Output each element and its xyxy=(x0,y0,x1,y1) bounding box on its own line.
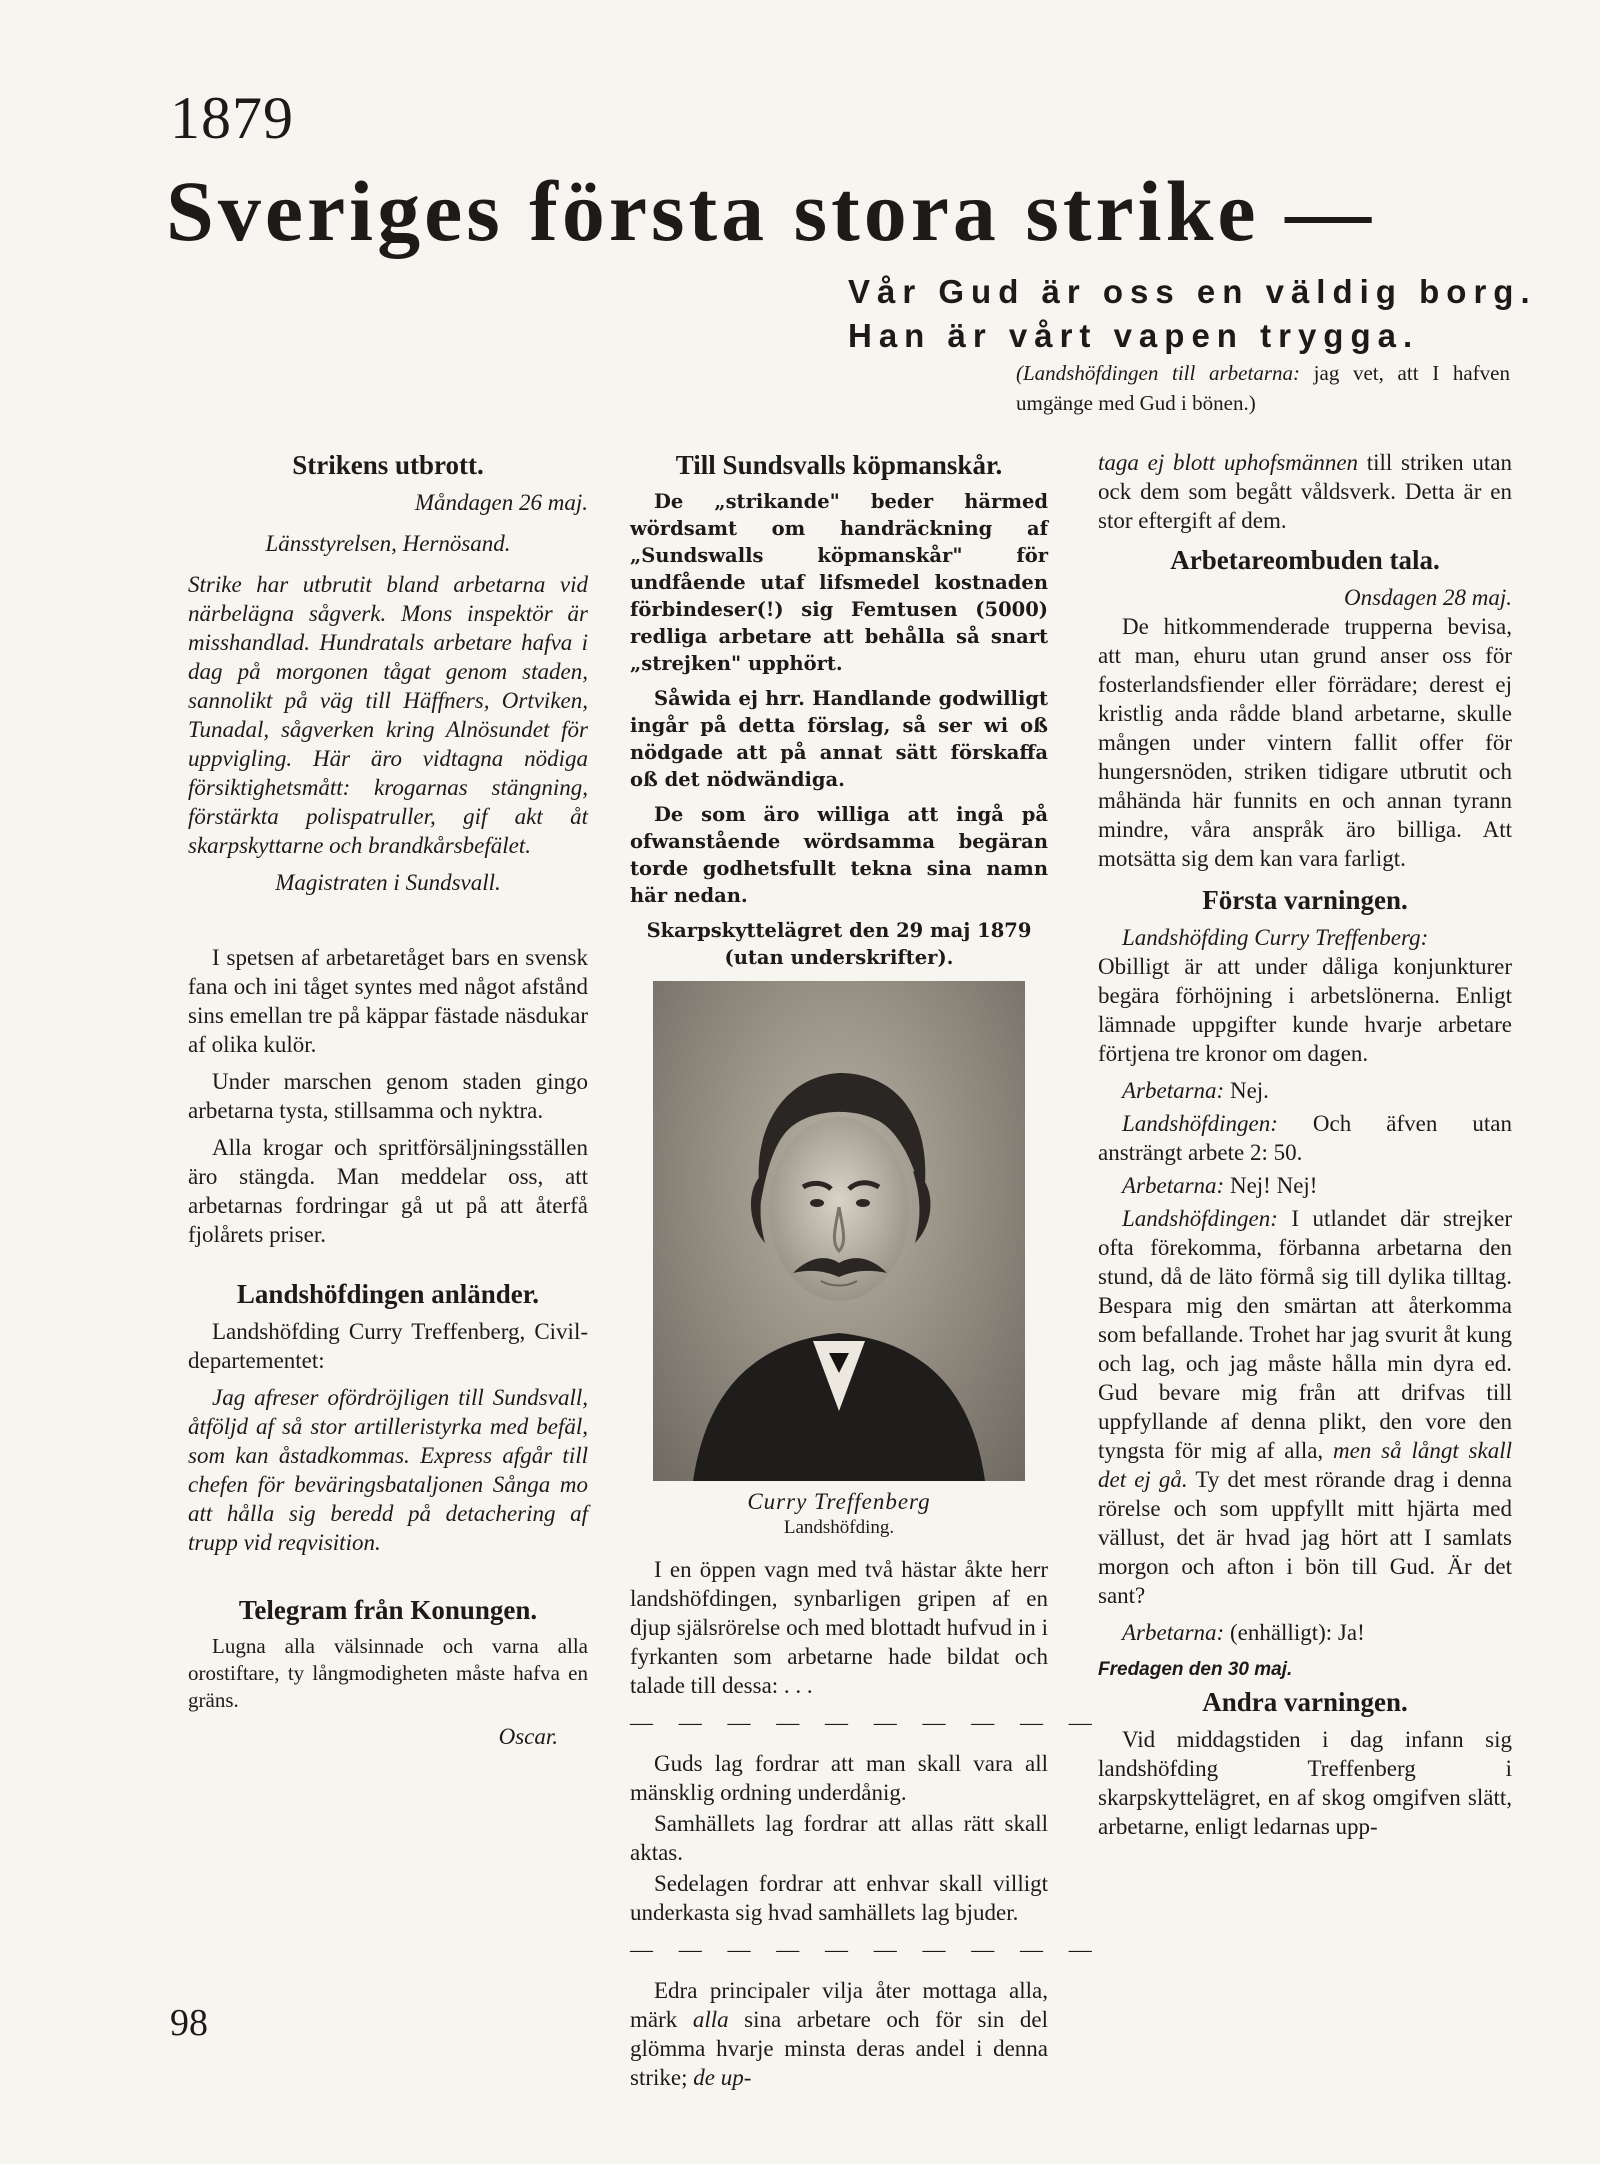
paragraph-middagstiden: Vid middagstiden i dag infann sig landshöfding Treffenberg i skarpskyttelägret, en af skog omgifven slätt, arbetarne, enligt ledarnas upp- xyxy=(1098,1727,1512,1839)
date-monday: Måndagen 26 maj. xyxy=(414,490,588,515)
speaker-arbetarna-1: Arbetarna: xyxy=(1122,1078,1225,1103)
paragraph-samhallets-lag: Samhällets lag fordrar att allas rätt skall aktas. xyxy=(630,1811,1048,1865)
paragraph-continuation xyxy=(1098,448,1512,535)
heading-andra-varningen: Andra varningen. xyxy=(1202,1687,1408,1717)
heading-telegram-konungen: Telegram från Konungen. xyxy=(238,1595,538,1625)
gothic-note: (utan underskrifter). xyxy=(724,946,954,969)
heading-landshofdingen-anlander: Landshöfdingen anländer. xyxy=(236,1279,540,1309)
heading-strikens-utbrott: Strikens utbrott. xyxy=(292,450,484,480)
speaker-landshofdingen-1: Landshöfdingen: xyxy=(1122,1111,1278,1136)
paragraph-taverns: Alla krogar och spritförsäljningsställen äro stängda. Man meddelar oss, att arbetarnas fordringar gå ut på att återfå fjolårets priser. xyxy=(188,1135,588,1247)
telegram-1-text: Strike har utbrutit bland arbetarna vid närbelägna sågverk. Mons inspektör är misshandlad. Hundratals arbetare hafva i dag på morgonen tågat genom staden, sannolikt på väg till Häffners, Ortviken, Tunadal, sågverken kring Alnösundet för uppvigling. Här äro vidtagna nödiga försiktighetsmått: krogarnas stängning, förstärkta polispatruller, gif akt åt skarpskyttarne och brandkårsbefälet. xyxy=(188,572,588,858)
principaler-emphasis: alla xyxy=(692,2007,729,2032)
continuation-rest: till striken utan ock dem som begått våldsverk. Detta är en stor eftergift af dem. xyxy=(1098,450,1512,533)
telegram-sender-2: Landshöfding Curry Treffenberg, Civil-departementet: xyxy=(188,1319,588,1373)
speech-3-end: Ty det mest rörande drag i denna rörelse och som uppfyllt mitt hjärta med vällust, det är hvad jag hört att I samlats morgon och afton i bön till Gud. Är det sant? xyxy=(1098,1467,1512,1608)
page-number: 98 xyxy=(170,2002,208,2044)
portrait-caption xyxy=(630,1489,1048,1541)
speech-3-emphasis: men så långt skall det ej gå. xyxy=(1098,1438,1512,1492)
date-wednesday: Onsdagen 28 maj. xyxy=(1343,585,1512,610)
heading-arbetareombuden: Arbetareombuden tala. xyxy=(1170,545,1440,575)
gothic-paragraph-3: De som äro williga att ingå på ofwanstående wördsamma begäran torde godhetsfullt tekna sina namn här nedan. xyxy=(630,803,1048,907)
heading-forsta-varningen: Första varningen. xyxy=(1202,885,1408,915)
paragraph-sedelagen: Sedelagen fordrar att enhvar skall villigt underkasta sig hvad samhällets lag bjuder. xyxy=(630,1871,1048,1925)
paragraph-ombuden: De hitkommenderade trupperna bevisa, att man, ehuru utan grund anser oss för fosterlandsfiender eller förrädare; derest ej kristlig anda rådde bland arbetarne, skulle mången under vintern fallit offer för hungersnöden, striken tidigare utbrutit och måhända här funnits en och annan tyrann mindre, våra anspråk äro billiga. Att motsätta sig dem kan vara farligt. xyxy=(1098,614,1512,871)
gothic-paragraph-2: Såwida ej hrr. Handlande godwilligt ingår på detta förslag, så ser wi oß nödgade att på annat sätt förskaffa oß det nödwändiga. xyxy=(630,687,1048,791)
principaler-end: de up- xyxy=(693,2065,752,2090)
speech-1: Obilligt är att under dåliga konjunkturer begära förhöjning i arbetslönerna. Enligt lämnade uppgifter kunde hvarje arbetare förtjena tre kronor om dagen. xyxy=(1098,954,1512,1066)
motto-line-1: Vår Gud är oss en väldig borg. xyxy=(848,273,1537,310)
reply-1-text: Nej. xyxy=(1224,1078,1269,1103)
paragraph-carriage: I en öppen vagn med två hästar åkte herr landshöfdingen, synbarligen gripen af en djup själsrörelse och med blottadt hufvud in i fyrkanten som arbetarne hade bildat och talade till dessa: . . . xyxy=(630,1557,1048,1698)
caption-title: Landshöfding. xyxy=(783,1517,895,1538)
speech-3 xyxy=(1098,1204,1512,1610)
speech-3-text: I utlandet där strejker ofta förekomma, förbanna arbetarna den stund, då de läto förmå sig till dylika tilltag. Bespara mig den smärtan att återkomma som befallande. Trohet har jag svurit åt kung och lag, och jag måste hålla min dyra ed. Gud bevare mig från att drifvas till uppfyllande af denna plikt, den vore den tyngsta för mig af alla, xyxy=(1098,1206,1512,1463)
speech-2 xyxy=(1098,1109,1512,1167)
paragraph-principaler xyxy=(630,1976,1048,2092)
reply-2 xyxy=(1098,1171,1512,1200)
heading-kopmanskar: Till Sundsvalls köpmanskår. xyxy=(675,450,1003,480)
principaler-text-a: Edra principaler vilja åter mottaga alla, märk xyxy=(630,1978,1048,2032)
speaker-landshofding: Landshöfding Curry Treffenberg: xyxy=(1122,925,1429,950)
dash-rule-2: — — — — — — — — — — xyxy=(630,1937,1102,1962)
motto-line-2: Han är vårt vapen trygga. xyxy=(848,317,1420,354)
portrait-photo xyxy=(653,981,1025,1481)
motto-note xyxy=(1016,358,1510,418)
reply-3 xyxy=(1098,1618,1512,1647)
column-1 xyxy=(188,448,588,1751)
reply-1 xyxy=(1098,1076,1512,1105)
telegram-sender-1: Länsstyrelsen, Hernösand. xyxy=(265,531,511,556)
caption-name: Curry Treffenberg xyxy=(747,1489,931,1514)
year: 1879 xyxy=(170,85,294,151)
principaler-text-b: sina arbetare och för sin del glömma hvarje minsta deras andel i denna strike; xyxy=(630,2007,1049,2090)
paragraph-guds-lag: Guds lag fordrar att man skall vara all mänsklig ordning underdånig. xyxy=(630,1751,1048,1805)
speaker-arbetarna-2: Arbetarna: xyxy=(1122,1173,1225,1198)
dash-rule-1: — — — — — — — — — — xyxy=(630,1710,1102,1735)
telegram-2-text: Jag afreser ofördröjligen till Sundsvall, åtföljd af så stor artilleristyrka med befäl, som kan åstadkommas. Express afgår till chefen för beväringsbataljonen Sånga mo att hålla sig beredd på detachering af trupp vid reqvisition. xyxy=(188,1385,588,1555)
column-3 xyxy=(1098,448,1512,1849)
continuation-emphasis: taga ej blott uphofsmännen xyxy=(1098,450,1359,475)
paragraph-procession: I spetsen af arbetaretåget bars en svensk fana och ini tåget syntes med något afstånd sins emellan tre på käppar fästade näsdukar af olika kulör. xyxy=(188,945,588,1057)
telegram-3-signature: Oscar. xyxy=(498,1724,558,1749)
reply-2-text: Nej! Nej! xyxy=(1224,1173,1318,1198)
gothic-paragraph-1: De „strikande" beder härmed wördsamt om handräckning af „Sundswalls köpmanskår" för undfående utaf lifsmedel kostnaden förbindeser(!) sig Femtusen (5000) redliga arbetare att behålla så snart „strejken" upphört. xyxy=(630,490,1048,675)
speech-2-text: Och äfven utan ansträngt arbete 2: 50. xyxy=(1098,1111,1512,1165)
column-2 xyxy=(630,448,1102,2100)
date-friday: Fredagen den 30 maj. xyxy=(1098,1659,1293,1680)
portrait-illustration xyxy=(653,981,1025,1481)
speaker-landshofdingen-2: Landshöfdingen: xyxy=(1122,1206,1278,1231)
paragraph-march: Under marschen genom staden gingo arbetarna tysta, stillsamma och nyktra. xyxy=(188,1069,588,1123)
speaker-arbetarna-3: Arbetarna: xyxy=(1122,1620,1225,1645)
hymn-motto xyxy=(848,270,1537,358)
gothic-place-date: Skarpskyttelägret den 29 maj 1879 xyxy=(646,919,1032,942)
motto-note-text: jag vet, att I hafven umgänge med Gud i bönen.) xyxy=(1016,361,1510,415)
motto-note-speaker: (Landshöfdingen till arbetarna: xyxy=(1016,361,1300,385)
telegram-1-signature: Magistraten i Sundsvall. xyxy=(275,870,501,895)
reply-3-text: (enhälligt): Ja! xyxy=(1224,1620,1365,1645)
page-title: Sveriges första stora strike — xyxy=(166,163,1376,259)
telegram-3-text: Lugna alla välsinnade och varna alla orostiftare, ty långmodigheten måste hafva en gräns. xyxy=(188,1634,588,1712)
